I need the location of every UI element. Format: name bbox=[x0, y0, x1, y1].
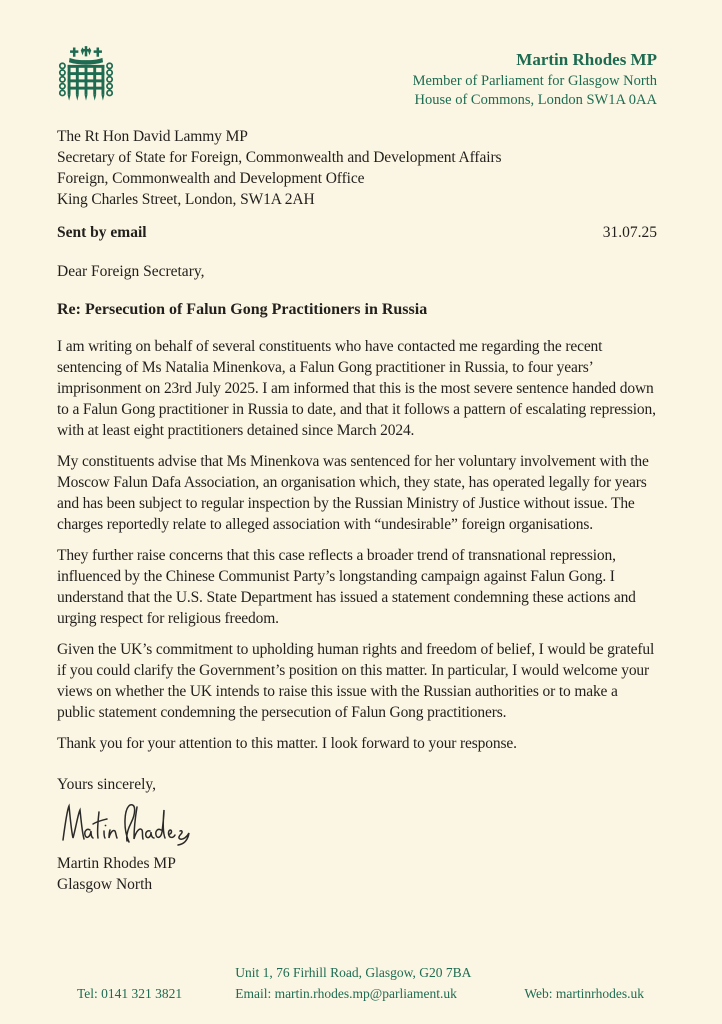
letterhead bbox=[57, 46, 657, 110]
footer-address-email bbox=[235, 962, 471, 1004]
sender-address: House of Commons, London SW1A 0AA bbox=[414, 92, 657, 108]
signer-block bbox=[57, 853, 657, 895]
recipient-block bbox=[57, 126, 657, 210]
footer-website: Web: martinrhodes.uk bbox=[524, 986, 644, 1001]
signer-name: Martin Rhodes MP bbox=[57, 855, 176, 872]
recipient-name: The Rt Hon David Lammy MP bbox=[57, 128, 248, 145]
footer-address: Unit 1, 76 Firhill Road, Glasgow, G20 7BA bbox=[235, 965, 472, 980]
body-paragraph: My constituents advise that Ms Minenkova was sentenced for her voluntary involvement with the Moscow Falun Dafa Association, an organisation which, they state, has operated legally for years and has been subject to regular inspection by the Russian Ministry of Justice without issue. The charges reportedly relate to alleged association with “undesirable” foreign organisations. bbox=[57, 453, 649, 533]
subject-line: Re: Persecution of Falun Gong Practitioners in Russia bbox=[57, 301, 428, 318]
sender-block bbox=[413, 46, 657, 110]
letter-content bbox=[57, 46, 657, 895]
recipient-title: Secretary of State for Foreign, Commonwealth and Development Affairs bbox=[57, 149, 502, 166]
sender-role: Member of Parliament for Glasgow North bbox=[412, 73, 657, 89]
body-paragraph: I am writing on behalf of several constituents who have contacted me regarding the recent sentencing of Ms Natalia Minenkova, a Falun Gong practitioner in Russia, to four years’ imprisonment on 23rd July 2025. I am informed that this is the most severe sentence handed down to a Falun Gong practitioner in Russia to date, and that it follows a pattern of escalating repression, with at least eight practitioners detained since March 2024. bbox=[57, 338, 656, 439]
valediction: Yours sincerely, bbox=[57, 776, 157, 793]
footer bbox=[0, 962, 722, 1004]
body-paragraph: Given the UK’s commitment to upholding human rights and freedom of belief, I would be grateful if you could clarify the Government’s position on this matter. In particular, I would welcome your views on whether the UK intends to raise this issue with the Russian authorities or to make a public statement condemning the persecution of Falun Gong practitioners. bbox=[57, 641, 655, 721]
footer-telephone: Tel: 0141 321 3821 bbox=[77, 986, 183, 1001]
portcullis-icon bbox=[57, 46, 115, 108]
body-paragraph: They further raise concerns that this case reflects a broader trend of transnational repression, influenced by the Chinese Communist Party’s longstanding campaign against Falun Gong. I understand that the U.S. State Department has issued a statement condemning these actions and urging respect for religious freedom. bbox=[57, 547, 636, 627]
salutation: Dear Foreign Secretary, bbox=[57, 263, 205, 280]
sender-name: Martin Rhodes MP bbox=[516, 50, 657, 69]
sent-by-label: Sent by email bbox=[57, 224, 147, 241]
recipient-address: King Charles Street, London, SW1A 2AH bbox=[57, 191, 315, 208]
signer-constituency: Glasgow North bbox=[57, 876, 153, 893]
recipient-department: Foreign, Commonwealth and Development Office bbox=[57, 170, 365, 187]
footer-email: Email: martin.rhodes.mp@parliament.uk bbox=[235, 986, 457, 1001]
handwritten-signature-icon bbox=[57, 799, 657, 851]
body-paragraph: Thank you for your attention to this matter. I look forward to your response. bbox=[57, 735, 517, 752]
letter-date: 31.07.25 bbox=[602, 224, 657, 241]
delivery-row bbox=[57, 222, 657, 243]
